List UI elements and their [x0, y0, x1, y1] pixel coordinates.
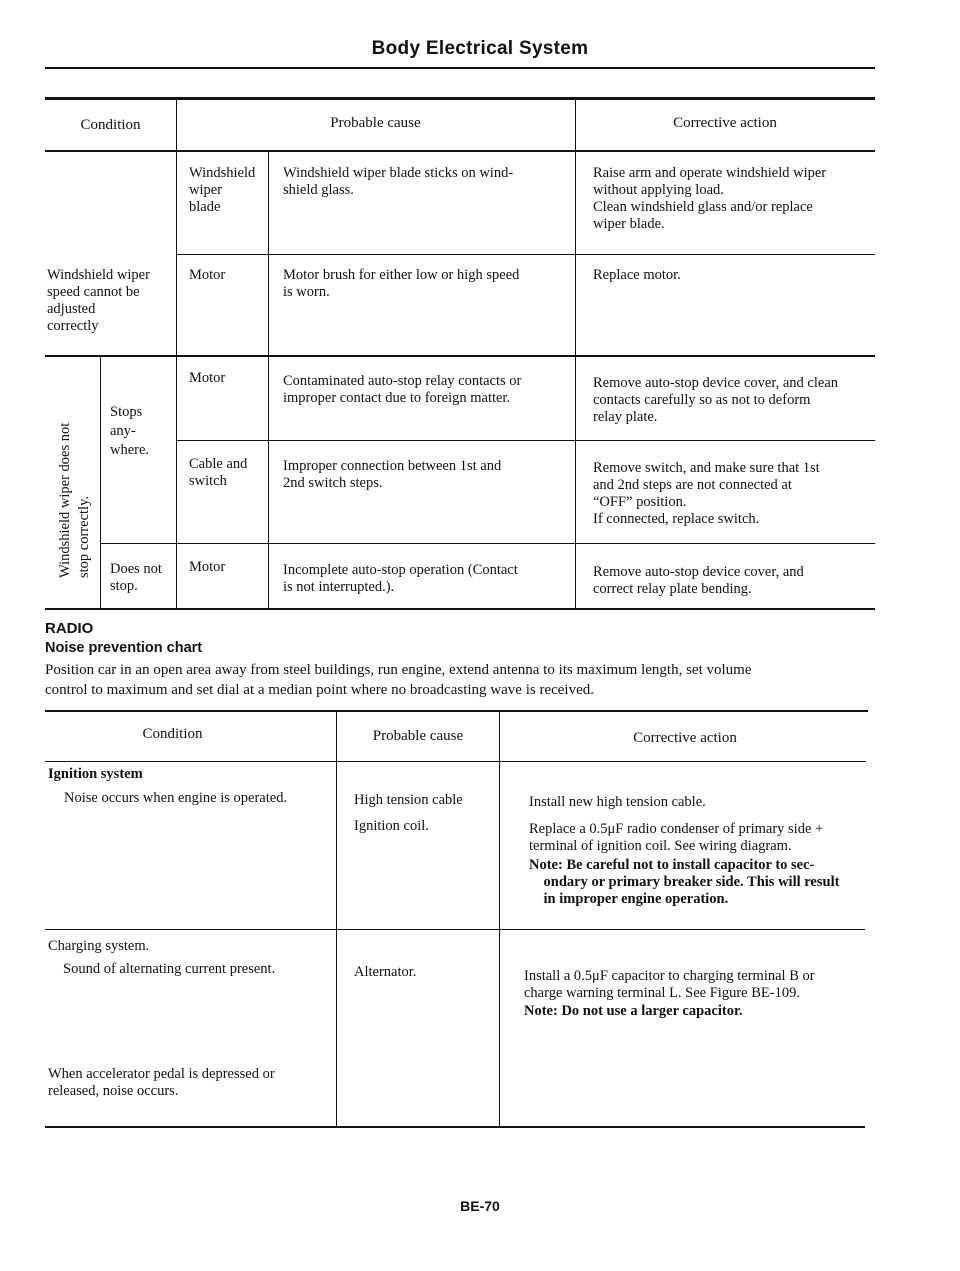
page-header: Body Electrical System — [371, 38, 589, 59]
cause-cell: Ignition coil. — [354, 818, 429, 834]
component-cell: Motor — [189, 559, 226, 575]
column-divider — [575, 97, 576, 609]
radio-subtitle: Noise prevention chart — [45, 640, 203, 656]
wiper-table-bottom-rule — [45, 608, 875, 610]
cause-cell: Incomplete auto-stop operation (Contact is not interrupted.). — [283, 562, 518, 595]
row-divider — [45, 929, 865, 930]
header-condition: Condition — [80, 117, 141, 133]
row-divider — [176, 254, 875, 255]
component-cell: Motor — [189, 370, 226, 386]
row-divider — [45, 355, 875, 357]
row-divider — [100, 543, 875, 544]
header-corrective-action: Corrective action — [633, 730, 737, 746]
condition-cell: Sound of alternating current present. — [63, 961, 276, 977]
component-cell: Motor — [189, 267, 226, 283]
noise-table-header-rule — [45, 761, 866, 762]
action-cell: Remove auto-stop device cover, and correct relay plate bending. — [593, 564, 804, 597]
noise-table-top-rule — [45, 710, 868, 712]
action-cell: Install a 0.5μF capacitor to charging terminal B or charge warning terminal L. See Figure BE-109. — [524, 968, 815, 1001]
header-condition: Condition — [142, 726, 203, 742]
noise-table-bottom-rule — [45, 1126, 865, 1128]
group-condition-vertical: Windshield wiper does not stop correctly. — [57, 422, 92, 578]
cause-cell: Improper connection between 1st and 2nd switch steps. — [283, 458, 502, 491]
condition-cell: When accelerator pedal is depressed or released, noise occurs. — [48, 1066, 275, 1099]
column-divider — [268, 150, 269, 609]
cause-cell: Windshield wiper blade sticks on wind- shield glass. — [283, 165, 514, 198]
action-cell: Replace motor. — [593, 267, 681, 283]
cause-cell: High tension cable — [354, 792, 463, 808]
component-cell: Windshield wiper blade — [189, 165, 256, 215]
wiper-table-header-rule — [45, 150, 875, 152]
column-divider — [176, 97, 177, 609]
column-divider — [100, 356, 101, 609]
header-rule — [45, 67, 875, 69]
radio-title: RADIO — [45, 620, 94, 637]
action-cell: Replace a 0.5μF radio condenser of primary side + terminal of ignition coil. See wiring diagram. — [529, 821, 824, 854]
condition-cell: Windshield wiper speed cannot be adjusted correctly — [47, 267, 150, 334]
component-cell: Cable and switch — [189, 456, 248, 489]
sub-condition-stops-anywhere: Stops any- where. — [110, 404, 150, 458]
action-cell: Remove auto-stop device cover, and clean contacts carefully so as not to deform relay plate. — [593, 375, 839, 425]
action-cell: Raise arm and operate windshield wiper without applying load. Clean windshield glass and/or replace wiper blade. — [593, 165, 827, 232]
column-divider — [336, 711, 337, 1127]
row-divider — [176, 440, 875, 441]
charging-note: Note: Do not use a larger capacitor. — [524, 1003, 743, 1019]
header-corrective-action: Corrective action — [673, 115, 777, 131]
column-divider — [499, 711, 500, 1127]
header-probable-cause: Probable cause — [330, 115, 421, 131]
cause-cell: Motor brush for either low or high speed is worn. — [283, 267, 520, 300]
header-probable-cause: Probable cause — [372, 728, 464, 744]
radio-intro: Position car in an open area away from steel buildings, run engine, extend antenna to its maximum length, set volume control to maximum and set dial at a median point where no broadcasting wave is received. — [45, 662, 752, 698]
ignition-note: Note: Be careful not to install capacitor to sec- ondary or primary breaker side. This will result in improper engine operation. — [529, 857, 840, 907]
page-number: BE-70 — [460, 1198, 500, 1214]
sub-condition-does-not-stop: Does not stop. — [110, 561, 162, 594]
wiper-table-top-rule — [45, 97, 875, 100]
cause-cell: Alternator. — [354, 964, 417, 980]
ignition-system-heading: Ignition system — [48, 766, 143, 782]
cause-cell: Contaminated auto-stop relay contacts or improper contact due to foreign matter. — [283, 373, 522, 406]
charging-system-heading: Charging system. — [48, 938, 150, 954]
condition-cell: Noise occurs when engine is operated. — [64, 790, 288, 806]
action-cell: Install new high tension cable. — [529, 794, 706, 810]
action-cell: Remove switch, and make sure that 1st and 2nd steps are not connected at “OFF” position. If connected, replace switch. — [593, 460, 820, 527]
